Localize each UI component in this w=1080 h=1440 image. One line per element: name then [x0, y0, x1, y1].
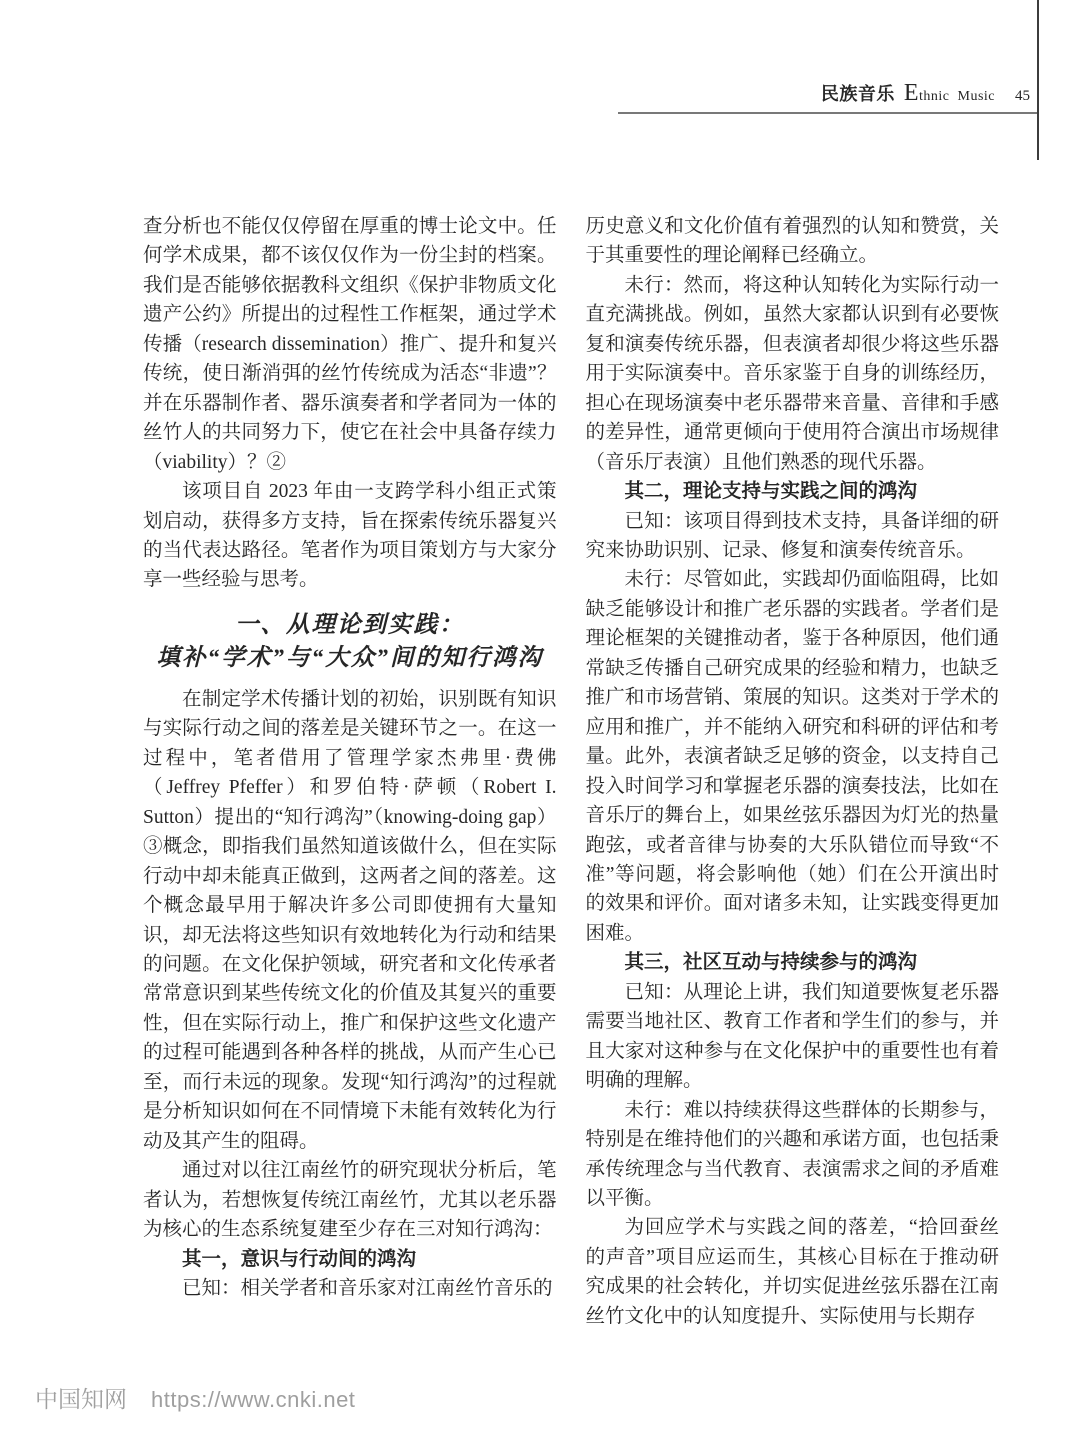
paragraph: 为回应学术与实践之间的落差，“拾回蚕丝的声音”项目应运而生，其核心目标在于推动研究成果的社会转化，并切实促进丝弦乐器在江南丝竹文化中的认知度提升、实际使用与长期存 — [585, 1217, 999, 1327]
cnki-site-url: https://www.cnki.net — [151, 1387, 356, 1412]
journal-name-cn: 民族音乐 — [820, 84, 895, 104]
section-heading-line: 一、从理论到实践： — [235, 611, 465, 638]
section-heading-line: 填补“学术”与“大众”间的知行鸿沟 — [156, 644, 543, 671]
paragraph: 已知：相关学者和音乐家对江南丝竹音乐的 — [182, 1277, 553, 1299]
header-corner-rule — [1037, 0, 1039, 160]
sub-heading: 其二，理论支持与实践之间的鸿沟 — [624, 480, 918, 503]
paragraph: 通过对以往江南丝竹的研究现状分析后，笔者认为，若想恢复传统江南丝竹，尤其以老乐器为核心的生态系统复建至少存在三对知行鸿沟： — [143, 1160, 557, 1241]
left-column — [143, 212, 557, 1331]
page-number: 45 — [1015, 88, 1030, 104]
right-column — [586, 212, 1000, 1331]
cnki-site-name: 中国知网 — [35, 1386, 127, 1412]
paragraph: 未行：难以持续获得这些群体的长期参与，特别是在维持他们的兴趣和承诺方面，也包括秉承传统理念与当代教育、表演需求之间的矛盾难以平衡。 — [585, 1099, 999, 1209]
paragraph: 历史意义和文化价值有着强烈的认知和赞赏，关于其重要性的理论阐释已经确立。 — [585, 216, 999, 267]
paragraph: 未行：尽管如此，实践却仍面临阻碍，比如缺乏能够设计和推广老乐器的实践者。学者们是理论框架的关键推动者，鉴于各种原因，他们通常缺乏传播自己研究成果的经验和精力，也缺乏推广和市场营销、策展的知识。这类对于学术的应用和推广，并不能纳入研究和科研的评估和考量。此外，表演者缺乏足够的资金，以支持自己投入时间学习和掌握老乐器的演奏技法，比如在音乐厅的舞台上，如果丝弦乐器因为灯光的热量跑弦，或者音律与协奏的大乐队错位而导致“不准”等问题，将会影响他（她）们在公开演出时的效果和评价。面对诸多未知，让实践变得更加困难。 — [585, 569, 999, 944]
sub-heading: 其一，意识与行动间的鸿沟 — [182, 1247, 417, 1270]
journal-name-en-rest: thnic Music — [919, 89, 995, 104]
page-footer — [35, 1381, 355, 1414]
page-header — [821, 80, 1030, 107]
journal-name-en — [904, 80, 995, 107]
paragraph: 未行：然而，将这种认知转化为实际行动一直充满挑战。例如，虽然大家都认识到有必要恢复和演奏传统乐器，但表演者却很少将这些乐器用于实际演奏中。音乐家鉴于自身的训练经历，担心在现场演奏中老乐器带来音量、音律和手感的差异性，通常更倾向于使用符合演出市场规律（音乐厅表演）且他们熟悉的现代乐器。 — [585, 274, 999, 473]
paragraph: 已知：该项目得到技术支持，具备详细的研究来协助识别、记录、修复和演奏传统音乐。 — [585, 510, 999, 561]
paragraph: 在制定学术传播计划的初始，识别既有知识与实际行动之间的落差是关键环节之一。在这一过程中，笔者借用了管理学家杰弗里·费佛（Jeffrey Pfeffer）和罗伯特·萨顿（Robert I. Sutton）提出的“知行鸿沟”（knowing-doing gap）③概念，即指我们虽然知道该做什么，但在实际行动中却未能真正做到，这两者之间的落差。这个概念最早用于解决许多公司即使拥有大量知识，却无法将这些知识有效地转化为行动和结果的问题。在文化保护领域，研究者和文化传承者常常意识到某些传统文化的价值及其复兴的重要性，但在实际行动上，推广和保护这些文化遗产的过程可能遇到各种各样的挑战，从而产生心已至，而行未远的现象。发现“知行鸿沟”的过程就是分析知识如何在不同情境下未能有效转化为行动及其产生的阻碍。 — [143, 688, 557, 1152]
paragraph: 已知：从理论上讲，我们知道要恢复老乐器需要当地社区、教育工作者和学生们的参与，并且大家对这种参与在文化保护中的重要性也有着明确的理解。 — [585, 981, 999, 1092]
sub-heading: 其三，社区互动与持续参与的鸿沟 — [624, 951, 918, 974]
section-heading — [143, 609, 557, 675]
paragraph: 查分析也不能仅仅停留在厚重的博士论文中。任何学术成果，都不该仅仅作为一份尘封的档案。我们是否能够依据教科文组织《保护非物质文化遗产公约》所提出的过程性工作框架，通过学术传播（research dissemination）推广、提升和复兴传统，使日渐消弭的丝竹传统成为活态“非遗”？并在乐器制作者、器乐演奏者和学者同为一体的丝竹人的共同努力下，使它在社会中具备存续力（viability）？② — [143, 216, 557, 473]
paragraph: 该项目自 2023 年由一支跨学科小组正式策划启动，获得多方支持，旨在探索传统乐器复兴的当代表达路径。笔者作为项目策划方与大家分享一些经验与思考。 — [143, 481, 557, 591]
journal-name-en-initial: E — [903, 80, 919, 106]
header-rule — [618, 112, 1038, 114]
article-body — [143, 212, 999, 1331]
